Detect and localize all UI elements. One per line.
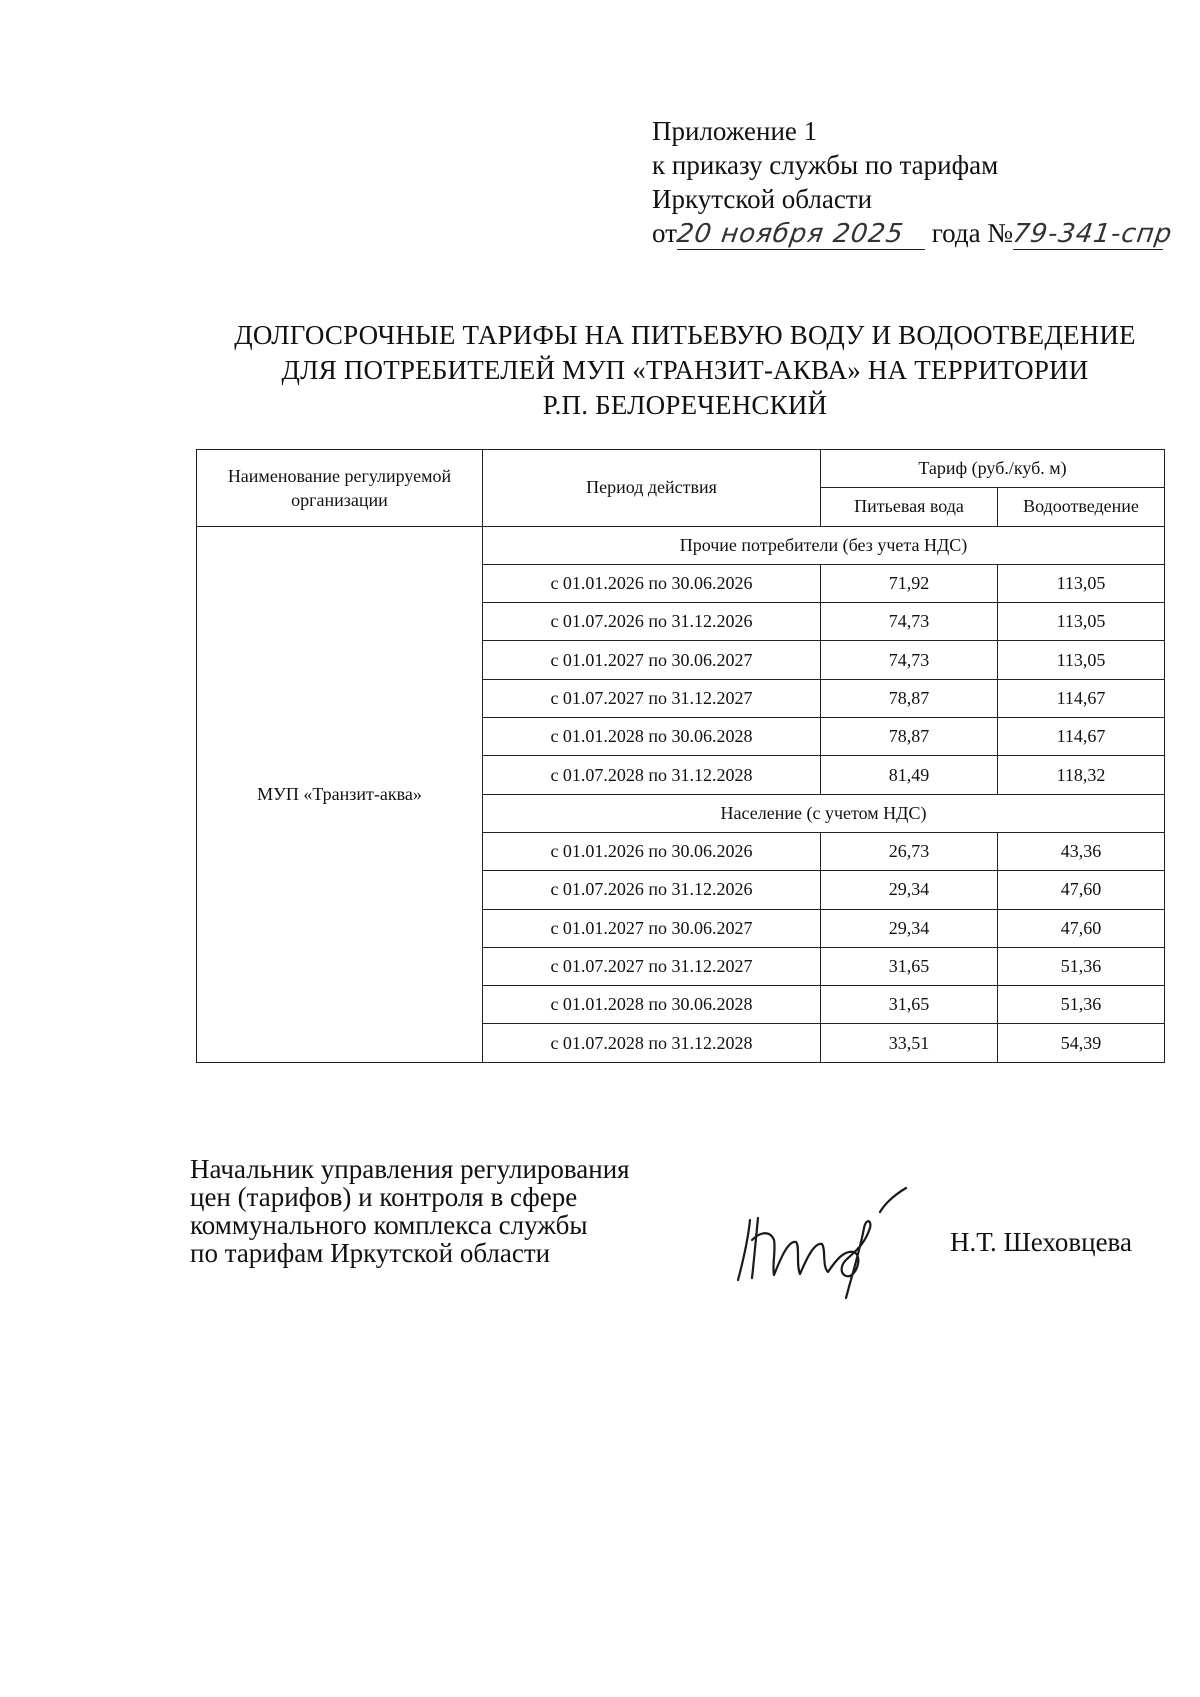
appendix-line-2: к приказу службы по тарифам <box>652 150 999 180</box>
period-cell: с 01.01.2026 по 30.06.2026 <box>483 832 821 870</box>
signatory-block <box>190 1155 630 1267</box>
water-cell: 74,73 <box>821 603 998 641</box>
signatory-line-3: коммунального комплекса службы <box>190 1210 588 1240</box>
water-cell: 33,51 <box>821 1024 998 1062</box>
handwritten-signature <box>730 1180 970 1300</box>
sewage-cell: 118,32 <box>998 756 1165 794</box>
appendix-date-line <box>652 216 1175 250</box>
period-cell: с 01.07.2026 по 31.12.2026 <box>483 603 821 641</box>
signatory-line-1: Начальник управления регулирования <box>190 1154 630 1184</box>
water-cell: 29,34 <box>821 871 998 909</box>
period-cell: с 01.07.2027 по 31.12.2027 <box>483 679 821 717</box>
group-header: Население (с учетом НДС) <box>483 794 1165 832</box>
sewage-cell: 113,05 <box>998 603 1165 641</box>
sewage-cell: 51,36 <box>998 986 1165 1024</box>
water-cell: 74,73 <box>821 641 998 679</box>
group-header: Прочие потребители (без учета НДС) <box>483 526 1165 564</box>
sewage-cell: 43,36 <box>998 832 1165 870</box>
water-cell: 31,65 <box>821 947 998 985</box>
appendix-line-1: Приложение 1 <box>652 116 818 146</box>
period-cell: с 01.01.2027 по 30.06.2027 <box>483 641 821 679</box>
sewage-cell: 54,39 <box>998 1024 1165 1062</box>
period-cell: с 01.07.2028 по 31.12.2028 <box>483 756 821 794</box>
sewage-cell: 47,60 <box>998 909 1165 947</box>
water-cell: 78,87 <box>821 679 998 717</box>
appendix-line-3: Иркутской области <box>652 184 873 214</box>
sewage-cell: 47,60 <box>998 871 1165 909</box>
period-cell: с 01.07.2028 по 31.12.2028 <box>483 1024 821 1062</box>
sewage-cell: 51,36 <box>998 947 1165 985</box>
title-line-1: ДОЛГОСРОЧНЫЕ ТАРИФЫ НА ПИТЬЕВУЮ ВОДУ И ВОДООТВЕДЕНИЕ <box>234 320 1136 350</box>
appendix-block <box>652 114 1175 250</box>
header-sewage: Водоотведение <box>998 488 1165 526</box>
period-cell: с 01.07.2026 по 31.12.2026 <box>483 871 821 909</box>
water-cell: 71,92 <box>821 564 998 602</box>
water-cell: 26,73 <box>821 832 998 870</box>
signatory-line-4: по тарифам Иркутской области <box>190 1238 551 1268</box>
sewage-cell: 113,05 <box>998 564 1165 602</box>
title-line-3: Р.П. БЕЛОРЕЧЕНСКИЙ <box>542 390 828 420</box>
year-word: года № <box>931 218 1014 248</box>
period-cell: с 01.01.2026 по 30.06.2026 <box>483 564 821 602</box>
water-cell: 31,65 <box>821 986 998 1024</box>
period-cell: с 01.01.2027 по 30.06.2027 <box>483 909 821 947</box>
period-cell: с 01.01.2028 по 30.06.2028 <box>483 718 821 756</box>
handwritten-date: 20 ноября 2025 <box>674 219 906 249</box>
header-period: Период действия <box>483 450 821 527</box>
date-prefix: от <box>652 218 677 248</box>
header-tariff: Тариф (руб./куб. м) <box>821 450 1165 488</box>
period-cell: с 01.01.2028 по 30.06.2028 <box>483 986 821 1024</box>
organization-cell: МУП «Транзит-аква» <box>197 526 483 1062</box>
header-org: Наименование регулируемой организации <box>197 450 483 527</box>
handwritten-order-number: 79-341-спр <box>1010 219 1175 249</box>
tariff-table <box>196 449 1165 1063</box>
water-cell: 81,49 <box>821 756 998 794</box>
sewage-cell: 114,67 <box>998 679 1165 717</box>
signatory-line-2: цен (тарифов) и контроля в сфере <box>190 1182 578 1212</box>
sewage-cell: 113,05 <box>998 641 1165 679</box>
period-cell: с 01.07.2027 по 31.12.2027 <box>483 947 821 985</box>
sewage-cell: 114,67 <box>998 718 1165 756</box>
title-line-2: ДЛЯ ПОТРЕБИТЕЛЕЙ МУП «ТРАНЗИТ-АКВА» НА ТЕРРИТОРИИ <box>281 355 1089 385</box>
document-title <box>180 318 1190 423</box>
header-water: Питьевая вода <box>821 488 998 526</box>
water-cell: 29,34 <box>821 909 998 947</box>
signer-name: Н.Т. Шеховцева <box>950 1227 1132 1257</box>
water-cell: 78,87 <box>821 718 998 756</box>
